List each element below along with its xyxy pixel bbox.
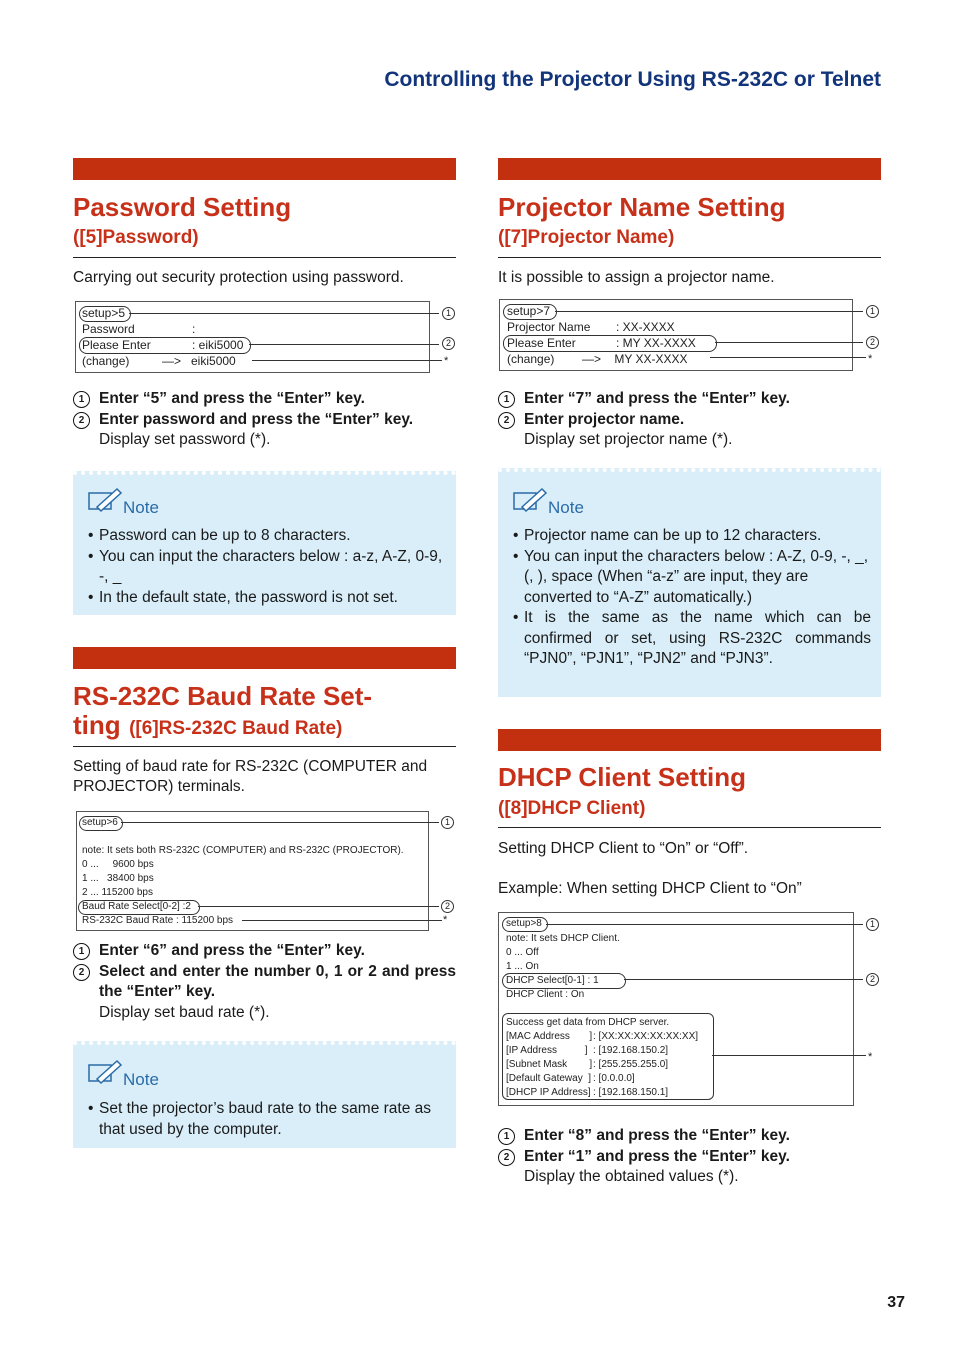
step-note: Display set projector name (*). — [524, 431, 733, 448]
step-note: Display set password (*). — [99, 431, 271, 448]
leader-line — [624, 979, 863, 980]
terminal-data-label: [Default Gateway ] — [506, 1073, 592, 1084]
note-pencil-icon — [512, 487, 548, 518]
terminal-option: 1 ... 38400 bps — [82, 873, 154, 884]
callout-star: * — [868, 353, 873, 365]
leader-line — [242, 920, 442, 921]
step-item: 2 Select and enter the number 0, 1 or 2 and press the “Enter” key. — [73, 962, 456, 1003]
note-heading: Note — [123, 498, 159, 517]
terminal-result: RS-232C Baud Rate : 115200 bps — [82, 915, 234, 926]
baud-terminal-screen — [76, 811, 429, 931]
terminal-row-label: Projector Name — [507, 320, 591, 334]
terminal-row-value: : MY XX-XXXX — [616, 336, 696, 350]
section-bar-password — [73, 158, 456, 180]
note-list — [513, 526, 871, 670]
callout-star: * — [868, 1051, 873, 1063]
baud-rule — [73, 746, 456, 747]
terminal-data-value: : [0.0.0.0] — [593, 1073, 635, 1084]
step-item: 1 Enter “5” and press the “Enter” key. — [73, 389, 456, 410]
terminal-data-value: : [192.168.150.1] — [593, 1087, 669, 1098]
terminal-prompt: setup>6 — [82, 817, 118, 828]
note-heading: Note — [548, 498, 584, 517]
terminal-success: Success get data from DHCP server. — [506, 1017, 670, 1028]
leader-line — [715, 342, 863, 343]
section-bar-baud — [73, 647, 456, 669]
step-item: 2 Enter projector name. — [498, 410, 881, 431]
leader-line — [252, 360, 442, 361]
leader-line — [710, 357, 866, 358]
password-note-box — [73, 471, 456, 615]
projector-name-steps — [498, 389, 881, 451]
note-pencil-icon — [87, 1059, 123, 1090]
terminal-note: note: It sets both RS-232C (COMPUTER) and RS-232C (PROJECTOR). — [82, 845, 404, 856]
projector-name-title: Projector Name Setting — [498, 192, 786, 222]
baud-title-line2: ting ([6]RS-232C Baud Rate) — [73, 710, 343, 740]
dhcp-intro: Setting DHCP Client to “On” or “Off”. — [498, 840, 749, 857]
dhcp-example: Example: When setting DHCP Client to “On” — [498, 880, 802, 897]
note-item: • It is the same as the name which can be confirmed or set, using RS-232C commands “PJN0”, “PJN1”, “PJN2” and “PJN3”. — [513, 608, 871, 670]
baud-subtitle: ([6]RS-232C Baud Rate) — [129, 718, 343, 739]
password-rule — [73, 257, 456, 258]
callout-2: 2 — [441, 900, 454, 913]
projector-name-rule — [498, 257, 881, 258]
note-item: • You can input the characters below : A-Z, 0-9, -, _, (, ), space (When “a-z” are input, they are converted to “A-Z” automatically.) — [513, 547, 871, 609]
password-intro: Carrying out security protection using password. — [73, 269, 404, 286]
note-item: • You can input the characters below : a-z, A-Z, 0-9, -, _ — [88, 547, 448, 588]
terminal-row-value: : XX-XXXX — [616, 320, 675, 334]
step-item: 1 Enter “7” and press the “Enter” key. — [498, 389, 881, 410]
step-note: Display set baud rate (*). — [99, 1003, 270, 1021]
note-item: • Set the projector’s baud rate to the same rate as that used by the computer. — [88, 1099, 448, 1140]
leader-line — [712, 1055, 866, 1056]
callout-2: 2 — [442, 337, 455, 350]
dhcp-steps — [498, 1126, 881, 1188]
baud-title-line1: RS-232C Baud Rate Set- — [73, 681, 373, 711]
terminal-prompt: setup>5 — [82, 306, 126, 320]
terminal-row-label: (change) — [507, 352, 555, 366]
baud-steps — [73, 941, 456, 1023]
step-item: 2 Enter password and press the “Enter” key. — [73, 410, 456, 431]
callout-2: 2 — [866, 336, 879, 349]
password-subtitle: ([5]Password) — [73, 227, 199, 248]
baud-intro: Setting of baud rate for RS-232C (COMPUTER and PROJECTOR) terminals. — [73, 758, 428, 795]
terminal-line: note: It sets DHCP Client. — [506, 933, 620, 944]
callout-1: 1 — [866, 305, 879, 318]
baud-note-box — [73, 1041, 456, 1148]
terminal-prompt: setup>7 — [507, 304, 551, 318]
section-bar-projector-name — [498, 158, 881, 180]
password-steps — [73, 389, 456, 451]
projector-name-note-box — [498, 468, 881, 697]
terminal-result: DHCP Client : On — [506, 989, 585, 1000]
terminal-data-value: : [XX:XX:XX:XX:XX:XX] — [593, 1031, 699, 1042]
projector-name-intro: It is possible to assign a projector name. — [498, 269, 775, 286]
terminal-row-label: Password — [82, 322, 135, 336]
page-header-title: Controlling the Projector Using RS-232C or Telnet — [384, 68, 881, 91]
terminal-row-value: : — [192, 322, 196, 336]
projector-name-terminal-screen — [499, 299, 853, 371]
note-heading: Note — [123, 1070, 159, 1089]
leader-line — [129, 313, 439, 314]
terminal-prompt: setup>8 — [506, 918, 542, 929]
leader-line — [121, 822, 439, 823]
page-number: 37 — [887, 1294, 905, 1311]
password-terminal-screen — [75, 301, 430, 373]
dhcp-terminal-screen — [498, 912, 854, 1106]
terminal-row-value: —> eiki5000 — [162, 354, 236, 368]
step-item: 1 Enter “6” and press the “Enter” key. — [73, 941, 456, 962]
note-item: • In the default state, the password is not set. — [88, 588, 448, 609]
terminal-data-label: [DHCP IP Address] — [506, 1087, 591, 1098]
callout-1: 1 — [441, 816, 454, 829]
terminal-data-value: : [255.255.255.0] — [593, 1059, 669, 1070]
dhcp-title: DHCP Client Setting — [498, 762, 746, 792]
step-item: 2 Enter “1” and press the “Enter” key. — [498, 1147, 881, 1168]
callout-star: * — [444, 355, 449, 367]
projector-name-subtitle: ([7]Projector Name) — [498, 227, 675, 248]
terminal-line: 0 ... Off — [506, 947, 539, 958]
terminal-data-label: [IP Address ] — [506, 1045, 588, 1056]
step-note: Display the obtained values (*). — [524, 1168, 739, 1185]
password-title: Password Setting — [73, 192, 292, 222]
terminal-select: DHCP Select[0-1] : 1 — [506, 975, 599, 986]
note-list — [88, 526, 448, 608]
callout-star: * — [443, 914, 448, 926]
terminal-row-label: Please Enter — [507, 336, 576, 350]
terminal-row-value: —> MY XX-XXXX — [582, 352, 688, 366]
terminal-row-value: : eiki5000 — [192, 338, 244, 352]
note-pencil-icon — [87, 487, 123, 518]
leader-line — [198, 906, 439, 907]
leader-line — [249, 344, 439, 345]
terminal-row-label: Please Enter — [82, 338, 151, 352]
terminal-option: 0 ... 9600 bps — [82, 859, 154, 870]
terminal-data-label: [Subnet Mask ] — [506, 1059, 593, 1070]
note-item: • Password can be up to 8 characters. — [88, 526, 448, 547]
callout-1: 1 — [442, 307, 455, 320]
terminal-option: 2 ... 115200 bps — [82, 887, 153, 898]
dhcp-rule — [498, 827, 881, 828]
note-item: • Projector name can be up to 12 characters. — [513, 526, 871, 547]
step-item: 1 Enter “8” and press the “Enter” key. — [498, 1126, 881, 1147]
terminal-data-label: [MAC Address ] — [506, 1031, 593, 1042]
note-list — [88, 1099, 448, 1140]
callout-2: 2 — [866, 973, 879, 986]
leader-line — [555, 311, 863, 312]
section-bar-dhcp — [498, 729, 881, 751]
callout-1: 1 — [866, 918, 879, 931]
terminal-line: 1 ... On — [506, 961, 539, 972]
leader-line — [546, 924, 863, 925]
terminal-select: Baud Rate Select[0-2] :2 — [82, 901, 191, 912]
terminal-data-value: : [192.168.150.2] — [593, 1045, 669, 1056]
dhcp-subtitle: ([8]DHCP Client) — [498, 798, 646, 819]
terminal-row-label: (change) — [82, 354, 130, 368]
